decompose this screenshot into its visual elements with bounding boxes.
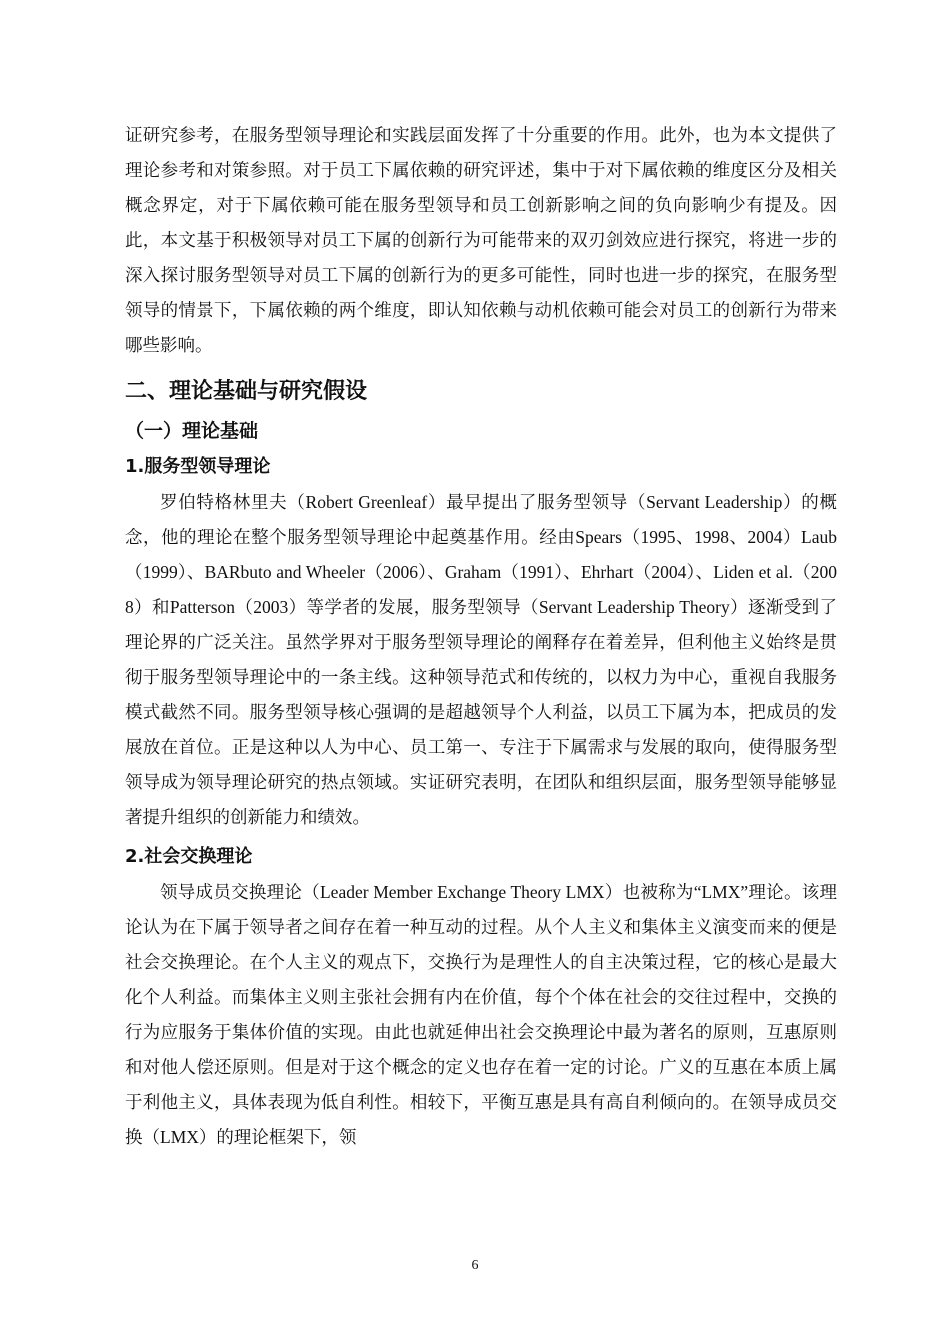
page-number: 6 (471, 1258, 479, 1273)
continuation-paragraph: 证研究参考，在服务型领导理论和实践层面发挥了十分重要的作用。此外，也为本文提供了理论参考和对策参照。对于员工下属依赖的研究评述，集中于对下属依赖的维度区分及相关概念界定，对于下属依赖可能在服务型领导和员工创新影响之间的负向影响少有提及。因此，本文基于积极领导对员工下属的创新行为可能带来的双刃剑效应进行探究，将进一步的深入探讨服务型领导对员工下属的创新行为的更多可能性，同时也进一步的探究，在服务型领导的情景下，下属依赖的两个维度，即认知依赖与动机依赖可能会对员工的创新行为带来哪些影响。 (125, 125, 837, 355)
page-body (125, 118, 837, 1155)
social-exchange-paragraph: 领导成员交换理论（Leader Member Exchange Theory LMX）也被称为“LMX”理论。该理论认为在下属于领导者之间存在着一种互动的过程。从个人主义和集体主义演变而来的便是社会交换理论。在个人主义的观点下，交换行为是理性人的自主决策过程，它的核心是最大化个人利益。而集体主义则主张社会拥有内在价值，每个个体在社会的交往过程中，交换的行为应服务于集体价值的实现。由此也就延伸出社会交换理论中最为著名的原则，互惠原则和对他人偿还原则。但是对于这个概念的定义也存在着一定的讨论。广义的互惠在本质上属于利他主义，具体表现为低自利性。相较下，平衡互惠是具有高自利倾向的。在领导成员交换（LMX）的理论框架下，领 (125, 882, 837, 1147)
subsection-heading: （一）理论基础 (125, 420, 259, 442)
section-heading: 二、理论基础与研究假设 (125, 379, 368, 404)
social-exchange-heading: 2.社会交换理论 (125, 846, 253, 867)
servant-leadership-paragraph: 罗伯特格林里夫（Robert Greenleaf）最早提出了服务型领导（Servant Leadership）的概念，他的理论在整个服务型领导理论中起奠基作用。经由Spears（1995、1998、2004）Laub（1999）、BARbuto and Wheeler（2006）、Graham（1991）、Ehrhart（2004）、Liden et al.（2008）和Patterson（2003）等学者的发展，服务型领导（Servant Leadership Theory）逐渐受到了理论界的广泛关注。虽然学界对于服务型领导理论的阐释存在着差异，但利他主义始终是贯彻于服务型领导理论中的一条主线。这种领导范式和传统的，以权力为中心，重视自我服务模式截然不同。服务型领导核心强调的是超越领导个人利益，以员工下属为本，把成员的发展放在首位。正是这种以人为中心、员工第一、专注于下属需求与发展的取向，使得服务型领导成为领导理论研究的热点领域。实证研究表明，在团队和组织层面，服务型领导能够显著提升组织的创新能力和绩效。 (125, 492, 837, 827)
servant-leadership-heading: 1.服务型领导理论 (125, 456, 271, 477)
